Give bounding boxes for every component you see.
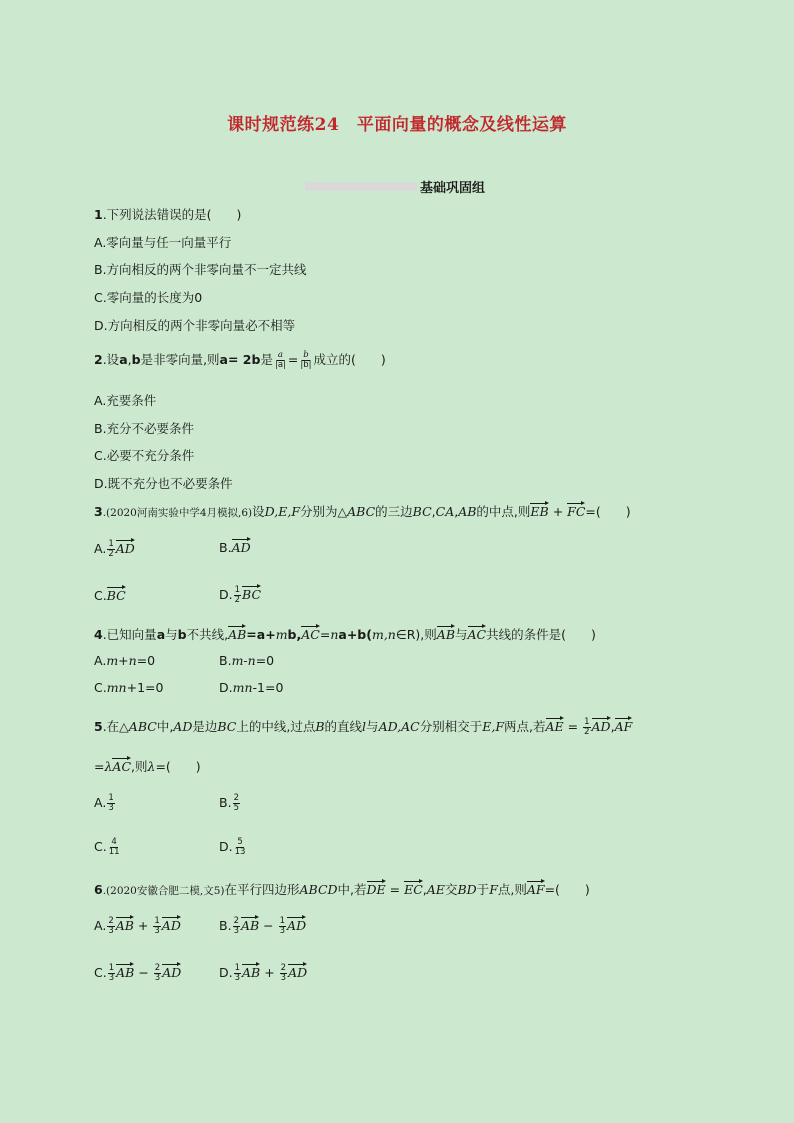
question-3-option-d — [219, 586, 261, 605]
math-var: a — [219, 352, 228, 367]
math-expr: =a+ — [246, 627, 276, 642]
math-op: = — [287, 352, 299, 367]
question-5-stem-continued — [94, 757, 201, 775]
option-letter: D. — [219, 587, 233, 602]
text: =( ) — [155, 759, 201, 774]
option-letter: D. — [219, 839, 233, 854]
question-2-option-a: A.充要条件 — [94, 393, 157, 408]
text: 的三边 — [375, 504, 413, 519]
question-number: 3 — [94, 504, 103, 519]
math-op: − — [134, 965, 153, 980]
vector: AF — [526, 882, 545, 897]
denominator: |b| — [300, 360, 312, 370]
text: , — [127, 352, 132, 367]
fraction — [280, 964, 287, 983]
math-expr: a+b( — [338, 627, 372, 642]
math-expr: =0 — [255, 653, 275, 668]
question-2-stem — [94, 350, 386, 370]
question-2-option-c: C.必要不充分条件 — [94, 448, 195, 463]
math-var: ABCD — [299, 882, 338, 897]
text: =( ) — [585, 504, 631, 519]
vector: AC — [112, 759, 132, 774]
math-var: AE — [426, 882, 445, 897]
math-op: = — [385, 882, 405, 897]
math-op: + — [133, 918, 153, 933]
option-letter: C. — [94, 588, 107, 603]
denominator: 11 — [108, 847, 120, 857]
fraction — [107, 540, 114, 559]
numerator: 1 — [234, 585, 241, 595]
text: 共线的条件是( ) — [486, 627, 596, 642]
option-letter: A. — [94, 795, 107, 810]
vector: AC — [467, 627, 487, 642]
math-var: B — [315, 719, 325, 734]
math-var: l — [362, 719, 367, 734]
text: 与 — [455, 627, 468, 642]
text: 设 — [252, 504, 265, 519]
math-expr: m+n — [106, 653, 137, 668]
question-6-option-b — [219, 917, 306, 936]
denominator: |a| — [274, 360, 286, 370]
numerator: 1 — [154, 916, 160, 926]
numerator: 1 — [584, 717, 590, 727]
question-1-stem — [94, 205, 241, 223]
math-op: + — [260, 965, 279, 980]
numerator: 4 — [111, 837, 117, 847]
fraction — [234, 964, 241, 983]
vector: AB — [436, 627, 456, 642]
text: , — [422, 882, 427, 897]
text: 的直线 — [324, 719, 363, 734]
math-op: = — [319, 627, 331, 642]
vector: DE — [366, 882, 386, 897]
option-letter: D. — [219, 680, 233, 695]
text: , — [610, 719, 615, 734]
question-number: 1 — [94, 207, 103, 222]
question-number: 2 — [94, 352, 103, 367]
fraction — [234, 838, 247, 857]
math-var: AD — [173, 719, 193, 734]
math-var: b — [131, 352, 141, 367]
vector: AE — [545, 719, 564, 734]
option-letter: C. — [94, 680, 107, 695]
text: ∈R),则 — [395, 627, 437, 642]
question-3-option-b — [219, 540, 251, 555]
fraction — [274, 351, 287, 370]
question-6-option-a — [94, 917, 181, 936]
text: , — [431, 504, 436, 519]
denominator: 2 — [108, 549, 114, 559]
denominator: 13 — [234, 847, 246, 857]
vector: AD — [115, 541, 135, 556]
math-var: BC — [412, 504, 432, 519]
math-expr: =0 — [136, 653, 156, 668]
math-expr: mn — [106, 680, 127, 695]
math-var: F — [489, 882, 498, 897]
fraction — [583, 718, 590, 737]
question-5-option-b — [219, 794, 241, 813]
math-expr: b, — [287, 627, 302, 642]
math-expr: mn — [232, 680, 253, 695]
option-letter: A. — [94, 541, 107, 556]
math-expr: +1=0 — [126, 680, 164, 695]
math-var: n — [330, 627, 339, 642]
numerator: 5 — [237, 837, 243, 847]
vector: AB — [116, 965, 135, 980]
numerator: 1 — [234, 963, 241, 973]
text: =( ) — [544, 882, 590, 897]
math-var: ABC — [347, 504, 376, 519]
math-var: AB — [458, 504, 477, 519]
numerator: 1 — [108, 793, 114, 803]
option-letter: B. — [219, 653, 232, 668]
numerator: b — [303, 350, 309, 360]
vector: AB — [240, 918, 260, 933]
text: .已知向量 — [102, 627, 157, 642]
text: 不共线, — [186, 627, 229, 642]
text: 成立的( ) — [313, 352, 386, 367]
vector: BC — [106, 588, 126, 603]
math-var: ABC — [128, 719, 157, 734]
numerator: 1 — [279, 916, 286, 926]
fraction — [108, 964, 115, 983]
math-var: λ — [147, 759, 156, 774]
question-5-option-c — [94, 838, 122, 857]
vector: AC — [301, 627, 320, 642]
denominator: 2 — [234, 595, 241, 605]
vector: AD — [287, 918, 307, 933]
numerator: 2 — [108, 916, 114, 926]
text: 在平行四边形 — [224, 882, 300, 897]
fraction — [233, 794, 240, 813]
section-header — [305, 177, 485, 196]
numerator: 1 — [108, 963, 115, 973]
vector: AB — [115, 918, 134, 933]
vector: AD — [591, 719, 611, 734]
option-letter: B. — [219, 918, 232, 933]
math-var: D,E,F — [264, 504, 300, 519]
question-4-option-d — [219, 680, 283, 695]
numerator: 2 — [154, 963, 161, 973]
math-var: λ — [104, 759, 113, 774]
fraction — [233, 917, 240, 936]
math-op: = — [94, 759, 105, 774]
math-op: = 2 — [227, 352, 252, 367]
question-3-option-a — [94, 540, 135, 559]
vector: AB — [242, 965, 261, 980]
question-4-option-b — [219, 653, 274, 668]
vector: AD — [162, 965, 182, 980]
numerator: 2 — [280, 963, 287, 973]
text: 是边 — [192, 719, 218, 734]
text: 分别相交于 — [419, 719, 483, 734]
question-3-option-c — [94, 588, 126, 603]
math-expr: -1=0 — [252, 680, 284, 695]
option-letter: B. — [219, 795, 232, 810]
page-title: 课时规范练24 平面向量的概念及线性运算 — [227, 115, 567, 135]
question-2-option-d: D.既不充分也不必要条件 — [94, 476, 233, 491]
numerator: a — [277, 350, 283, 360]
math-op: = — [563, 719, 583, 734]
question-4-option-a — [94, 653, 155, 668]
question-1-option-c: C.零向量的长度为0 — [94, 290, 203, 305]
question-3-stem — [94, 502, 631, 520]
fraction — [153, 917, 160, 936]
text: 上的中线,过点 — [236, 719, 316, 734]
math-var: E,F — [482, 719, 505, 734]
text: 与 — [165, 627, 178, 642]
text: , — [454, 504, 459, 519]
denominator: 3 — [234, 973, 241, 983]
text: 的中点,则 — [476, 504, 531, 519]
numerator: 2 — [233, 793, 239, 803]
math-expr: m-n — [231, 653, 256, 668]
math-var: b — [177, 627, 187, 642]
question-number: 5 — [94, 719, 103, 734]
question-source: .(2020安徽合肥二模,文5) — [102, 885, 225, 897]
text: .设 — [102, 352, 120, 367]
question-number: 6 — [94, 882, 103, 897]
math-var: m — [275, 627, 288, 642]
question-5-option-d — [219, 838, 247, 857]
section-label: 基础巩固组 — [420, 181, 486, 196]
text: 中, — [156, 719, 174, 734]
denominator: 3 — [108, 926, 114, 936]
question-6-option-d — [219, 964, 307, 983]
denominator: 3 — [154, 926, 160, 936]
question-4-stem — [94, 625, 596, 643]
math-var: m,n — [371, 627, 396, 642]
question-1-option-d: D.方向相反的两个非零向量必不相等 — [94, 318, 296, 333]
option-letter: A. — [94, 653, 107, 668]
question-5-stem — [94, 717, 632, 737]
denominator: 3 — [279, 926, 286, 936]
text: 中,若 — [337, 882, 367, 897]
denominator: 5 — [233, 803, 239, 813]
section-divider-bar — [305, 182, 417, 191]
text: 于 — [476, 882, 490, 897]
vector: AD — [288, 965, 308, 980]
question-1-option-b: B.方向相反的两个非零向量不一定共线 — [94, 262, 307, 277]
text: ,则 — [131, 759, 148, 774]
question-6-option-c — [94, 964, 181, 983]
vector: AD — [231, 540, 251, 555]
denominator: 3 — [108, 973, 115, 983]
question-1-option-a: A.零向量与任一向量平行 — [94, 235, 232, 250]
fraction — [108, 838, 121, 857]
option-letter: B. — [219, 540, 232, 555]
fraction — [234, 586, 241, 605]
fraction — [107, 794, 114, 813]
question-4-option-c — [94, 680, 163, 695]
option-letter: C. — [94, 965, 107, 980]
denominator: 2 — [584, 727, 590, 737]
math-var: a — [156, 627, 166, 642]
option-letter: C. — [94, 839, 107, 854]
math-op: + — [548, 504, 568, 519]
vector: EB — [530, 504, 549, 519]
question-2-option-b: B.充分不必要条件 — [94, 421, 195, 436]
denominator: 3 — [233, 926, 239, 936]
vector: AF — [614, 719, 633, 734]
denominator: 3 — [154, 973, 161, 983]
text: 与 — [366, 719, 379, 734]
vector: FC — [567, 504, 586, 519]
math-var: a — [119, 352, 128, 367]
text: 交 — [444, 882, 458, 897]
math-var: BD — [457, 882, 477, 897]
numerator: 1 — [108, 539, 114, 549]
text: 点,则 — [497, 882, 527, 897]
option-letter: A. — [94, 918, 107, 933]
question-5-option-a — [94, 794, 116, 813]
text: .在△ — [102, 719, 129, 734]
math-op: − — [259, 918, 278, 933]
vector: AB — [228, 627, 247, 642]
question-6-stem — [94, 880, 590, 898]
math-var: AD,AC — [378, 719, 420, 734]
question-text: .下列说法错误的是( ) — [102, 207, 242, 222]
denominator: 3 — [108, 803, 114, 813]
math-var: b — [251, 352, 261, 367]
fraction — [279, 917, 286, 936]
numerator: 2 — [233, 916, 239, 926]
math-var: CA — [435, 504, 455, 519]
denominator: 3 — [280, 973, 287, 983]
question-source: .(2020河南实验中学4月模拟,6) — [102, 507, 253, 519]
fraction — [107, 917, 114, 936]
text: 是非零向量,则 — [140, 352, 220, 367]
fraction — [299, 351, 312, 370]
text: 两点,若 — [504, 719, 546, 734]
text: 是 — [260, 352, 273, 367]
vector: BC — [242, 587, 262, 602]
fraction — [154, 964, 161, 983]
math-var: BC — [217, 719, 237, 734]
vector: AD — [161, 918, 181, 933]
option-letter: D. — [219, 965, 233, 980]
text: 分别为△ — [300, 504, 348, 519]
vector: EC — [404, 882, 423, 897]
question-number: 4 — [94, 627, 103, 642]
